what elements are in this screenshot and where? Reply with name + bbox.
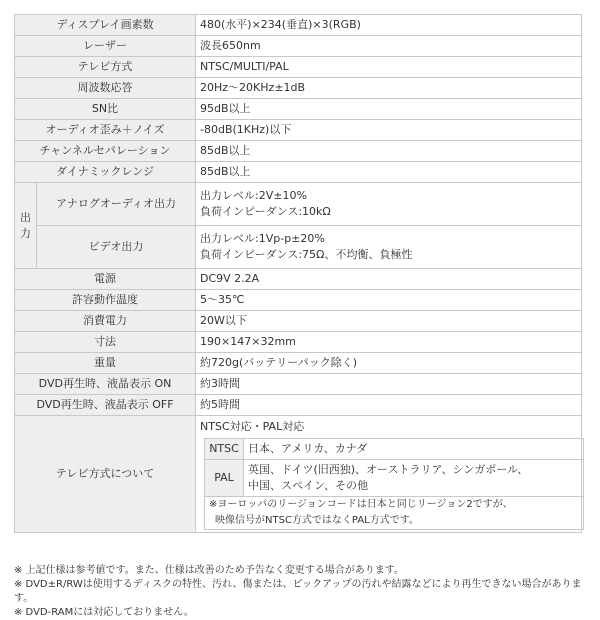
spec-label: 寸法 xyxy=(15,332,196,353)
output-side-label xyxy=(15,183,37,269)
spec-value xyxy=(196,226,582,269)
spec-label: ディスプレイ画素数 xyxy=(15,15,196,36)
spec-row-dynamic-range xyxy=(15,162,582,183)
spec-label: レーザー xyxy=(15,36,196,57)
spec-value-line: 負荷インピーダンス:10kΩ xyxy=(200,205,331,218)
spec-value xyxy=(196,183,582,226)
tv-region-row-note xyxy=(205,497,584,530)
spec-label: 電源 xyxy=(15,269,196,290)
spec-label: SN比 xyxy=(15,99,196,120)
footnote: ※ DVD±R/RWは使用するディスクの特性、汚れ、傷または、ピックアップの汚れや結露などにより再生できない場合があります。 xyxy=(14,579,582,604)
footnote: ※ 上記仕様は参考値です。また、仕様は改善のため予告なく変更する場合があります。 xyxy=(14,565,404,576)
spec-value: 波長650nm xyxy=(196,36,582,57)
spec-label: 周波数応答 xyxy=(15,78,196,99)
spec-row-channel-separation xyxy=(15,141,582,162)
spec-value: 20W以下 xyxy=(196,311,582,332)
tv-region-row-ntsc xyxy=(205,439,584,460)
tv-region-value-line: 英国、ドイツ(旧西独)、オーストラリア、シンガポール、 xyxy=(248,463,529,476)
spec-row-video-output xyxy=(15,226,582,269)
tv-system-detail xyxy=(196,416,582,533)
spec-row-tv-system xyxy=(15,57,582,78)
spec-value: 190×147×32mm xyxy=(196,332,582,353)
spec-value-line: 出力レベル:2V±10% xyxy=(200,189,307,202)
spec-row-dimensions xyxy=(15,332,582,353)
spec-row-operating-temperature xyxy=(15,290,582,311)
spec-table xyxy=(14,14,582,533)
output-side-text: 出 力 xyxy=(20,210,31,240)
spec-label: アナログオーディオ出力 xyxy=(37,183,196,226)
spec-row-power xyxy=(15,269,582,290)
spec-value: 85dB以上 xyxy=(196,162,582,183)
spec-value: 5～35℃ xyxy=(196,290,582,311)
spec-label: チャンネルセパレーション xyxy=(15,141,196,162)
spec-label: テレビ方式 xyxy=(15,57,196,78)
spec-label: ビデオ出力 xyxy=(37,226,196,269)
spec-row-laser xyxy=(15,36,582,57)
spec-value: -80dB(1KHz)以下 xyxy=(196,120,582,141)
tv-region-label: PAL xyxy=(205,460,244,497)
spec-row-audio-distortion xyxy=(15,120,582,141)
tv-region-table xyxy=(204,438,584,530)
spec-row-sn-ratio xyxy=(15,99,582,120)
tv-system-title: NTSC対応・PAL対応 xyxy=(200,420,305,433)
spec-row-display-pixels xyxy=(15,15,582,36)
spec-row-tv-system-info xyxy=(15,416,582,533)
spec-row-playtime-lcd-off xyxy=(15,395,582,416)
spec-value: 約5時間 xyxy=(196,395,582,416)
spec-label: DVD再生時、液晶表示 OFF xyxy=(15,395,196,416)
tv-region-label: NTSC xyxy=(205,439,244,460)
tv-region-note xyxy=(205,497,584,530)
spec-value: 約720g(バッテリーパック除く) xyxy=(196,353,582,374)
spec-label: テレビ方式について xyxy=(15,416,196,533)
tv-note-line: 映像信号がNTSC方式ではなくPAL方式です。 xyxy=(215,515,419,526)
tv-region-row-pal xyxy=(205,460,584,497)
footnote: ※ DVD-RAMには対応しておりません。 xyxy=(14,607,194,618)
tv-region-value: 日本、アメリカ、カナダ xyxy=(244,439,584,460)
tv-note-line: ※ヨーロッパのリージョンコードは日本と同じリージョン2ですが、 xyxy=(209,499,513,510)
spec-label: 重量 xyxy=(15,353,196,374)
spec-label: 消費電力 xyxy=(15,311,196,332)
spec-value: 85dB以上 xyxy=(196,141,582,162)
spec-label: オーディオ歪み＋ノイズ xyxy=(15,120,196,141)
spec-row-analog-audio-output xyxy=(15,183,582,226)
spec-value: DC9V 2.2A xyxy=(196,269,582,290)
tv-region-value xyxy=(244,460,584,497)
spec-value: 20Hz～20KHz±1dB xyxy=(196,78,582,99)
spec-row-weight xyxy=(15,353,582,374)
spec-row-playtime-lcd-on xyxy=(15,374,582,395)
spec-value: 480(水平)×234(垂直)×3(RGB) xyxy=(196,15,582,36)
spec-value-line: 負荷インピーダンス:75Ω、不均衡、負極性 xyxy=(200,248,413,261)
spec-label: 許容動作温度 xyxy=(15,290,196,311)
spec-label: DVD再生時、液晶表示 ON xyxy=(15,374,196,395)
spec-row-power-consumption xyxy=(15,311,582,332)
spec-row-frequency-response xyxy=(15,78,582,99)
spec-value: NTSC/MULTI/PAL xyxy=(196,57,582,78)
spec-value: 95dB以上 xyxy=(196,99,582,120)
spec-value: 約3時間 xyxy=(196,374,582,395)
spec-value-line: 出力レベル:1Vp-p±20% xyxy=(200,232,325,245)
tv-region-value-line: 中国、スペイン、その他 xyxy=(248,479,369,492)
spec-label: ダイナミックレンジ xyxy=(15,162,196,183)
